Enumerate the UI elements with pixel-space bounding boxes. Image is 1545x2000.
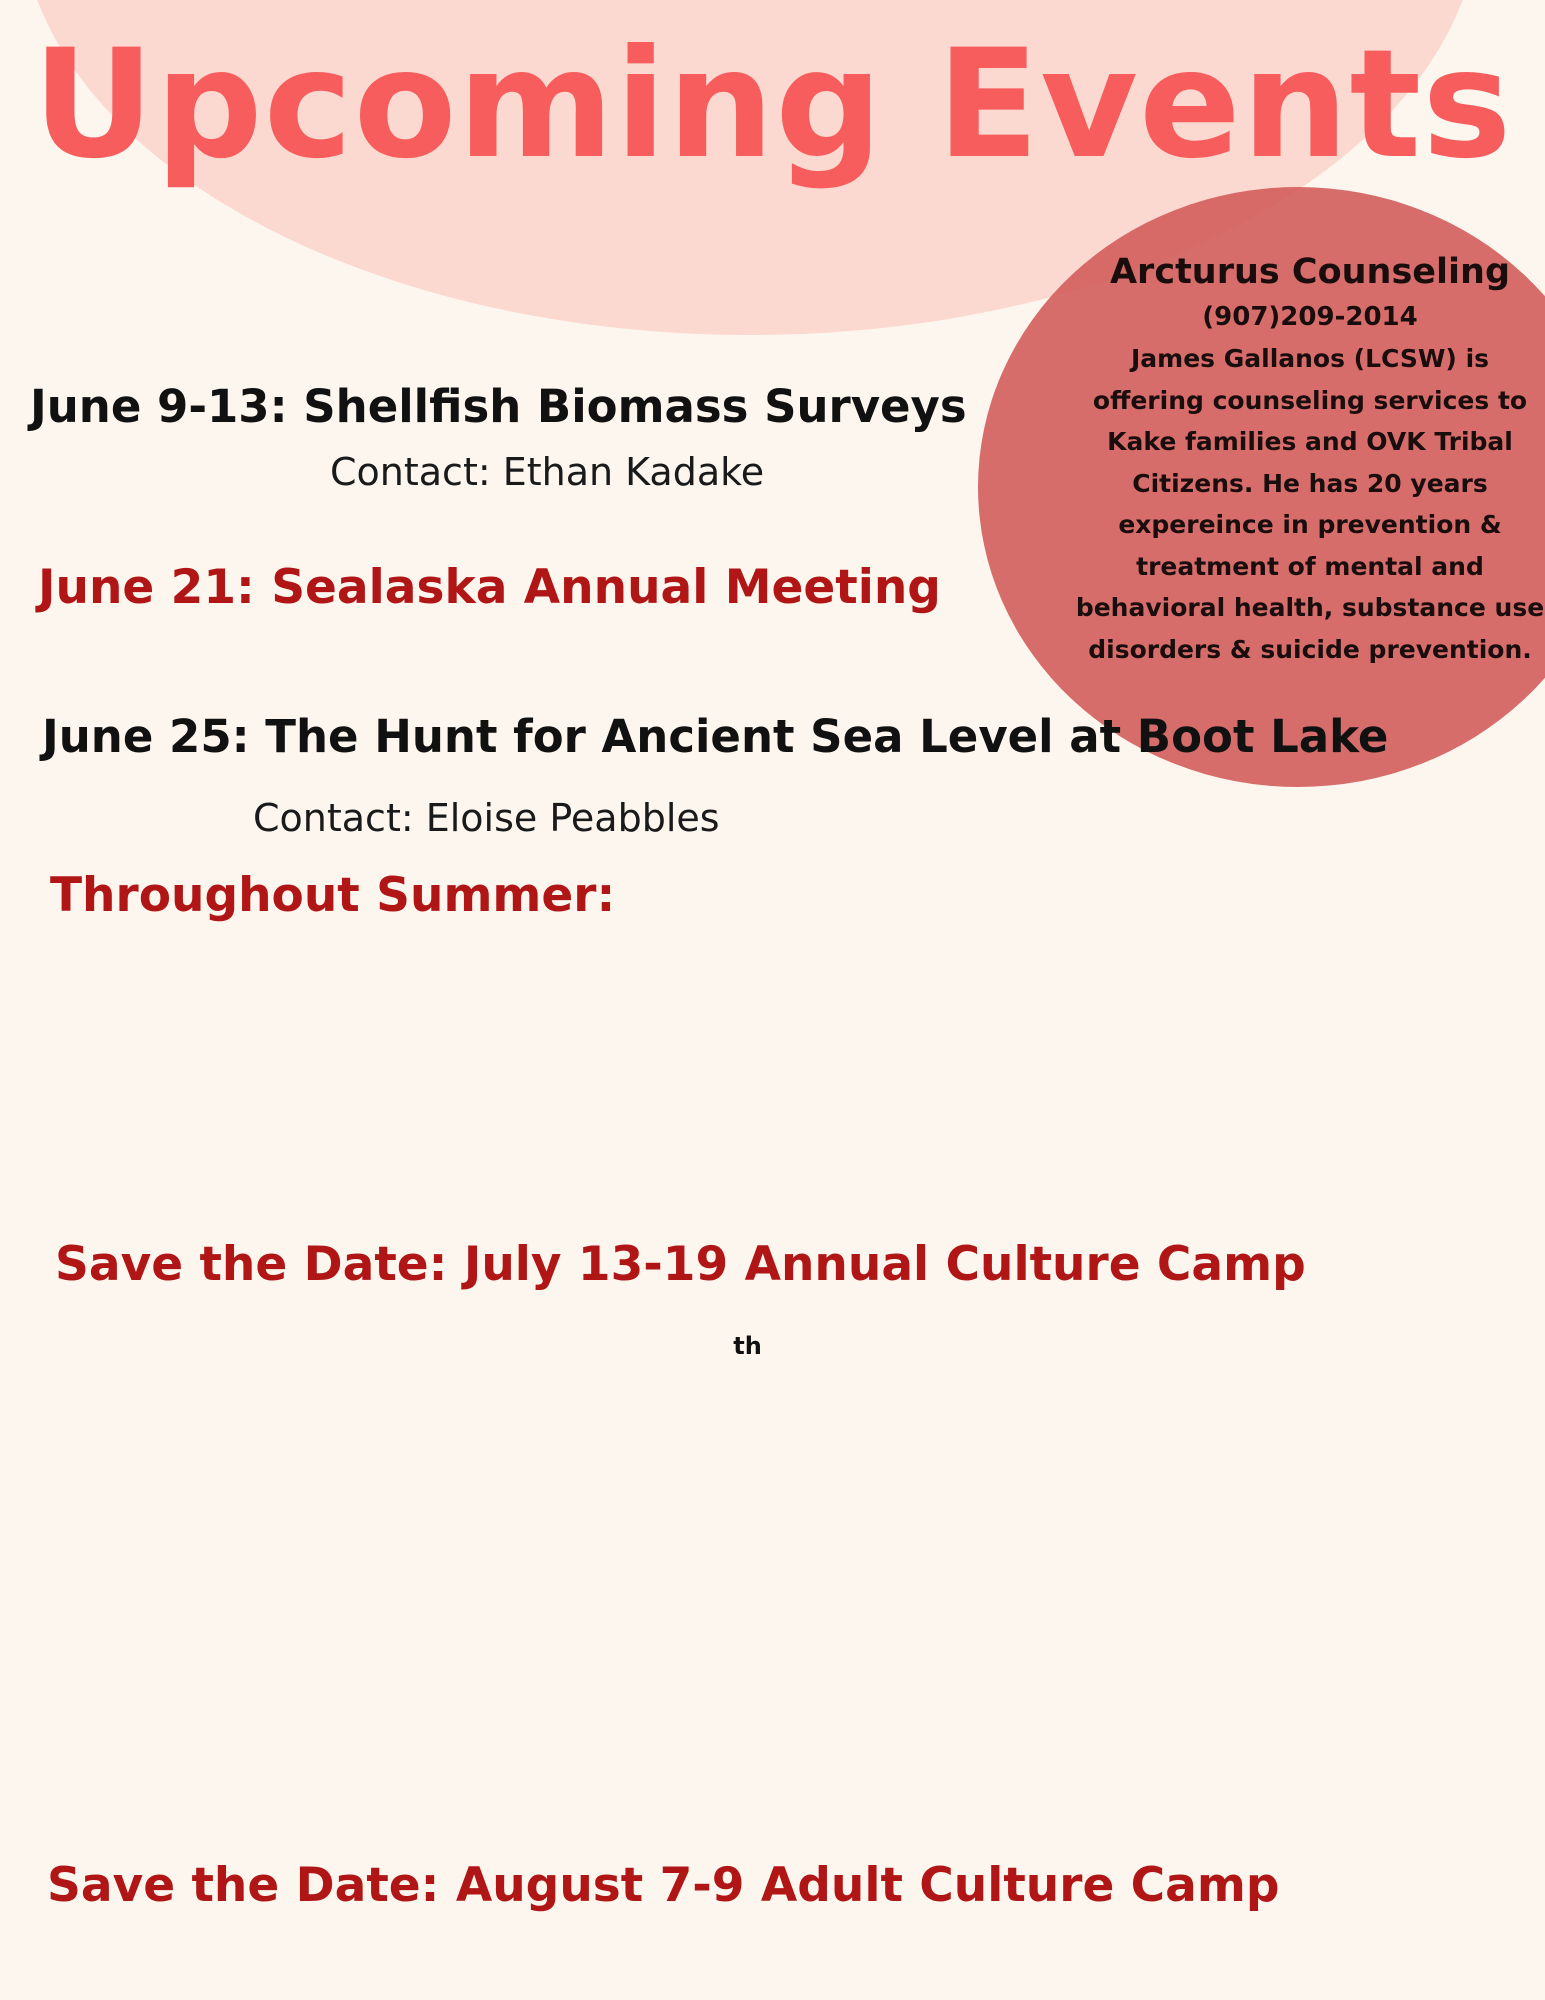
event-shellfish-title: June 9-13: Shellfish Biomass Surveys [30, 380, 967, 433]
donations-line [0, 1523, 1523, 1583]
registration-superscript: th [733, 1332, 762, 1360]
counseling-line: James Gallanos (LCSW) is [1130, 344, 1490, 373]
counseling-info [1040, 248, 1545, 670]
culture-camp-heading: Save the Date: July 13-19 Annual Culture Camp [55, 1237, 1306, 1292]
summer-heading: Throughout Summer: [50, 868, 616, 923]
event-shellfish-contact: Contact: Ethan Kadake [330, 450, 765, 494]
event-hunt-title: June 25: The Hunt for Ancient Sea Level at Boot Lake [42, 710, 1389, 763]
donations-line [0, 1701, 1523, 1761]
counseling-line: Kake families and OVK Tribal [1107, 427, 1513, 456]
event-sealaska-title: June 21: Sealaska Annual Meeting [38, 560, 941, 615]
counseling-name: Arcturus Counseling [1109, 252, 1511, 292]
overnight-price [0, 1385, 1477, 1445]
counseling-line: Citizens. He has 20 years [1132, 468, 1488, 498]
donations-line [0, 1760, 1523, 1820]
donations-line [0, 1642, 1523, 1702]
counseling-line: treatment of mental and [1136, 551, 1484, 581]
registration-info [0, 1325, 1520, 1385]
page-title: Upcoming Events [32, 18, 1513, 192]
counseling-line: expereince in prevention & [1118, 510, 1502, 539]
counseling-line: behavioral health, substance use [1075, 593, 1545, 622]
counseling-line: disorders & suicide prevention. [1088, 634, 1532, 664]
counseling-phone: (907)209-2014 [1202, 302, 1418, 332]
day-price [0, 1443, 1477, 1503]
counseling-line: offering counseling services to [1092, 385, 1528, 415]
adult-camp-heading: Save the Date: August 7-9 Adult Culture Camp [47, 1858, 1280, 1913]
counseling-description [1040, 338, 1545, 670]
donations-line [0, 1583, 1523, 1643]
event-hunt-contact: Contact: Eloise Peabbles [253, 796, 720, 840]
